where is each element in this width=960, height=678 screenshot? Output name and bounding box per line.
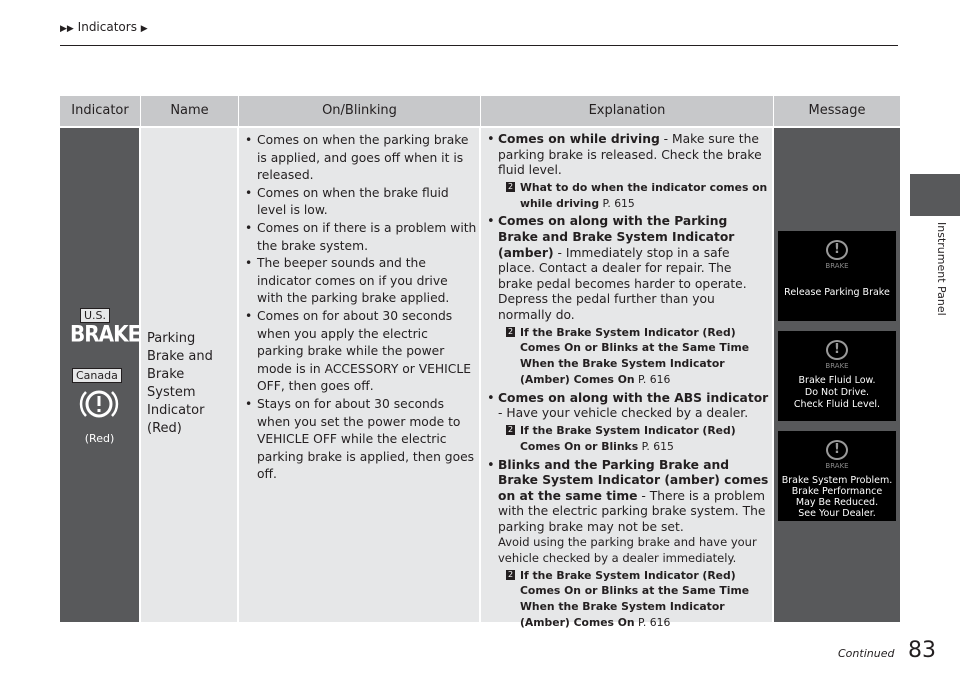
item-text: - Have your vehicle checked by a dealer.	[498, 406, 749, 421]
reference-title: If the Brake System Indicator (Red) Comes On or Blinks at the Same Time When the Brake System Indicator (Amber) Comes On	[520, 325, 750, 386]
message-text: Do Not Drive.	[804, 387, 870, 398]
header-indicator: Indicator	[71, 103, 129, 118]
table-header	[60, 96, 900, 126]
brake-symbol: BRAKE	[70, 320, 141, 348]
reference-arrow-icon: 2	[507, 424, 514, 434]
reference-page: P. 615	[602, 196, 635, 210]
canada-badge: Canada	[72, 368, 122, 383]
list-item: • Comes on if there is a problem with the brake system.	[245, 220, 477, 255]
message-cell	[774, 128, 900, 622]
list-item	[487, 214, 769, 323]
message-display-brake-system-problem: ! BRAKE Brake System Problem. Brake Performance May Be Reduced. See Your Dealer.	[778, 431, 896, 521]
section-label	[928, 222, 956, 342]
message-text: See Your Dealer.	[798, 508, 876, 519]
reference-page: P. 615	[641, 439, 674, 453]
reference-page: P. 616	[638, 372, 671, 386]
explanation-list	[487, 132, 769, 631]
header-name: Name	[170, 103, 209, 118]
brake-warning-icon	[79, 386, 119, 422]
message-display-release-parking-brake: ! BRAKE Release Parking Brake	[778, 231, 896, 321]
list-item	[487, 132, 769, 179]
indicator-cell	[60, 128, 139, 622]
list-item	[487, 391, 769, 422]
message-icon-word: BRAKE	[825, 362, 849, 370]
header-on-blinking: On/Blinking	[322, 103, 397, 118]
header-explanation: Explanation	[588, 103, 666, 118]
page-number: 83	[908, 638, 936, 663]
explanation-cell	[481, 128, 772, 630]
item-text: - Make sure the parking brake is released. Check the brake fluid level.	[498, 132, 762, 178]
breadcrumb	[60, 20, 148, 34]
list-item: • Comes on for about 30 seconds when you apply the electric parking brake while the power mode is in ACCESSORY or VEHICLE OFF, then goes off.	[245, 308, 477, 396]
item-heading: Blinks and the Parking Brake and Brake System Indicator (amber) comes on at the same time	[498, 457, 769, 503]
item-text: - There is a problem with the electric parking brake system. The parking brake may not be set.	[498, 488, 766, 534]
list-item: • The beeper sounds and the indicator comes on if you drive with the parking brake applied.	[245, 255, 477, 308]
reference-arrow-icon: 2	[507, 181, 514, 191]
breadcrumb-parent: Indicators	[77, 20, 137, 34]
message-text: Brake System Problem.	[781, 475, 893, 486]
item-heading: Comes on while driving	[498, 132, 660, 146]
item-text: - Immediately stop in a safe place. Contact a dealer for repair. The brake pedal becomes harder to operate. Depress the pedal further than you normally do.	[498, 245, 747, 322]
breadcrumb-arrow-icon: ▶▶	[60, 24, 74, 34]
name-cell	[141, 128, 237, 622]
list-item: • Comes on when the brake fluid level is low.	[245, 185, 477, 220]
message-icon-word: BRAKE	[825, 462, 849, 470]
indicator-table	[60, 96, 900, 630]
reference-title: If the Brake System Indicator (Red) Comes On or Blinks	[520, 423, 736, 453]
on-blinking-cell	[239, 128, 479, 622]
message-icon-word: BRAKE	[825, 262, 849, 270]
us-badge: U.S.	[80, 308, 110, 323]
on-blinking-list	[245, 132, 477, 484]
message-display-brake-fluid-low: ! BRAKE Brake Fluid Low. Do Not Drive. Check Fluid Level.	[778, 331, 896, 421]
item-heading: Comes on along with the ABS indicator	[498, 390, 769, 405]
message-text: Check Fluid Level.	[793, 399, 881, 410]
message-text: Release Parking Brake	[784, 287, 890, 298]
list-item: • Stays on for about 30 seconds when you set the power mode to VEHICLE OFF while the electric parking brake is applied, then goes off.	[245, 396, 477, 484]
list-item: • Comes on when the parking brake is applied, and goes off when it is released.	[245, 132, 477, 185]
reference-arrow-icon: 2	[507, 569, 514, 579]
message-text: Brake Fluid Low.	[798, 375, 876, 386]
reference-title: If the Brake System Indicator (Red) Comes On or Blinks at the Same Time When the Brake System Indicator (Amber) Comes On	[520, 568, 750, 630]
cross-reference-link[interactable]	[487, 423, 769, 455]
section-tab	[910, 174, 960, 216]
cross-reference-link[interactable]	[487, 568, 769, 631]
reference-arrow-icon: 2	[507, 326, 514, 336]
message-text: May Be Reduced.	[795, 497, 879, 508]
header-message: Message	[808, 103, 866, 118]
reference-title: What to do when the indicator comes on while driving	[520, 180, 768, 210]
cross-reference-link[interactable]	[487, 325, 769, 388]
reference-page: P. 616	[638, 616, 671, 630]
item-heading: Comes on along with the Parking Brake and Brake System Indicator (amber)	[498, 214, 735, 260]
cross-reference-link[interactable]	[487, 180, 769, 212]
message-text: Brake Performance	[791, 486, 883, 497]
list-item	[487, 458, 769, 567]
item-note: Avoid using the parking brake and have your vehicle checked by a dealer immediately.	[498, 535, 757, 566]
section-label-text: Instrument Panel	[935, 222, 948, 316]
indicator-name: Parking Brake and Brake System Indicator (Red)	[147, 331, 213, 436]
breadcrumb-arrow-icon: ▶	[140, 24, 148, 34]
indicator-color-note: (Red)	[84, 432, 115, 445]
continued-label: Continued	[838, 647, 895, 660]
header-rule	[60, 45, 898, 46]
